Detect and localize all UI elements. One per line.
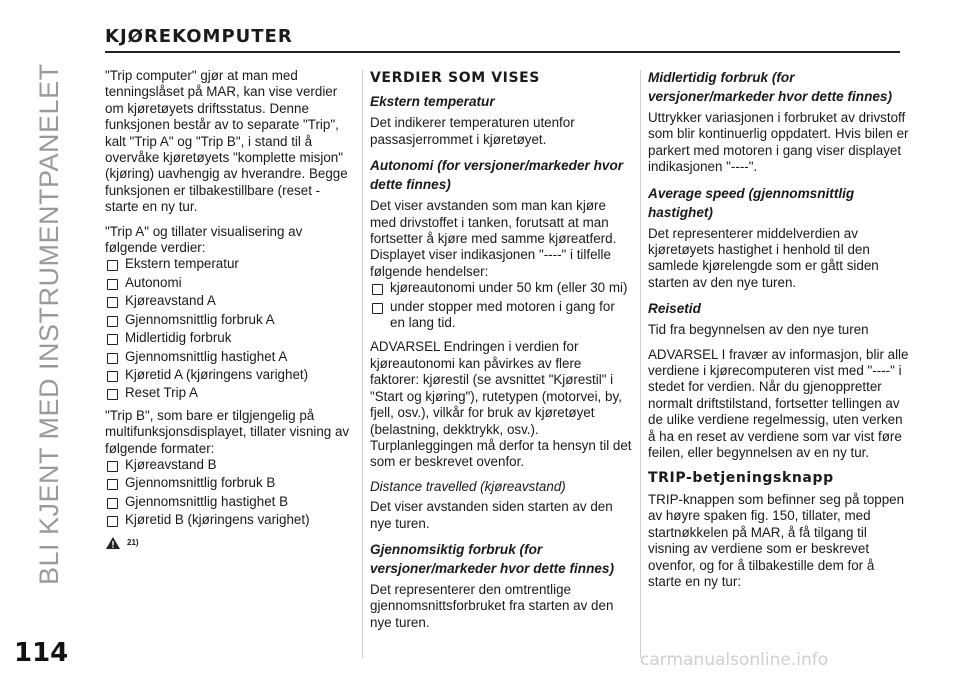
trip-b-paragraph: "Trip B", som bare er tilgjengelig på multifunksjonsdisplayet, tillater visning av følgende formater: xyxy=(105,407,350,456)
list-item: Kjøreavstand B xyxy=(105,457,357,473)
paragraph-distance: Det viser avstanden siden starten av den nye turen. xyxy=(370,499,613,531)
trip-b-list xyxy=(105,457,357,529)
side-section-title xyxy=(8,20,68,600)
page-header xyxy=(105,26,900,53)
column-2 xyxy=(370,70,632,639)
list-item: Gjennomsnittlig forbruk B xyxy=(105,475,357,491)
warning-triangle-icon xyxy=(105,536,121,550)
trip-a-paragraph: "Trip A" og tillater visualisering av følgende verdier: xyxy=(105,223,303,256)
paragraph-info-warning: ADVARSEL I fravær av informasjon, blir alle verdiene i kjørecomputeren vist med "----" i stedet for verdien. Når du gjenoppretter normalt driftstilstand, fortsetter tellingen av de ulike verdiene regelmessig, uten verken å ha en reset av verdiene som var vist føre feilen, eller begynnelsen av en ny tur. xyxy=(648,346,909,461)
page-title: KJØREKOMPUTER xyxy=(105,26,293,47)
paragraph-external-temp: Det indikerer temperaturen utenfor passasjerrommet i kjøretøyet. xyxy=(370,115,575,147)
subheading-travel-time: Reisetid xyxy=(648,301,701,317)
trip-a-list xyxy=(105,256,357,401)
paragraph-average-speed: Det representerer middelverdien av kjøretøyets hastighet i henhold til den samlede kjørelengde som er gått siden starten av den nye turen. xyxy=(648,225,879,290)
list-item: Reset Trip A xyxy=(105,385,357,401)
title-rule xyxy=(105,51,900,53)
column-1 xyxy=(105,68,357,551)
subheading-average-speed: Average speed (gjennomsnittlig hastighet) xyxy=(648,185,855,220)
list-item: Gjennomsnittlig forbruk A xyxy=(105,312,357,328)
warning-ref-number: 21) xyxy=(127,537,139,547)
column-divider xyxy=(640,70,641,658)
subheading-autonomy: Autonomi (for versjoner/markeder hvor dette finnes) xyxy=(370,158,624,193)
subheading-distance: Distance travelled (kjøreavstand) xyxy=(370,478,566,494)
intro-paragraph: "Trip computer" gjør at man med tenningslåset på MAR, kan vise verdier om kjøretøyets driftsstatus. Denne funksjonen består av to separate "Trip", kalt "Trip A" og "Trip B", i stand til å overvåke kjøretøyets "komplette misjon" (kjøring) uavhengig av hverandre. Begge funksjonen er tilbakestillbare (reset - starte en ny tur. xyxy=(105,68,348,215)
side-section-title-text: BLI KJENT MED INSTRUMENTPANELET xyxy=(34,63,64,585)
page-number: 114 xyxy=(14,638,69,668)
paragraph-trip-button: TRIP-knappen som befinner seg på toppen av høyre spaken fig. 150, tillater, med startnøkkelen på MAR, å få tilgang til visning av verdiene som er beskrevet ovenfor, og for å tilbakestille dem for å starte en ny tur: xyxy=(648,491,905,589)
list-item: kjøreautonomi under 50 km (eller 30 mi) xyxy=(370,280,632,296)
paragraph-travel-time: Tid fra begynnelsen av den nye turen xyxy=(648,322,869,338)
list-item: Kjøretid A (kjøringens varighet) xyxy=(105,367,357,383)
list-item: Ekstern temperatur xyxy=(105,256,357,272)
warning-reference xyxy=(105,535,357,551)
paragraph-autonomy: Det viser avstanden som man kan kjøre med drivstoffet i tanken, forutsatt at man fortsetter å kjøre med samme kjøreatferd. Displayet viser indikasjonen "----" i tilfelle følgende hendelser: xyxy=(370,198,617,279)
list-item: under stopper med motoren i gang for en lang tid. xyxy=(370,299,632,332)
subheading-instant-consumption: Midlertidig forbruk (for versjoner/markeder hvor dette finnes) xyxy=(648,70,893,104)
list-item: Kjøreavstand A xyxy=(105,293,357,309)
paragraph-autonomy-warning: ADVARSEL Endringen i verdien for kjøreautonomi kan påvirkes av flere faktorer: kjørestil (se avsnittet "Kjørestil" i "Start og kjøring"), rutetypen (motorvei, by, fjell, osv.), vilkår for bruk av kjøretøyet (belastning, dekktrykk, osv.). Turplanleggingen må derfor ta hensyn til det som er beskrevet ovenfor. xyxy=(370,339,632,470)
list-item: Gjennomsnittlig hastighet B xyxy=(105,494,357,510)
list-item: Autonomi xyxy=(105,275,357,291)
list-item: Kjøretid B (kjøringens varighet) xyxy=(105,512,357,528)
watermark: carmanualsonline.info xyxy=(640,650,829,670)
list-item: Gjennomsnittlig hastighet A xyxy=(105,349,357,365)
subheading-external-temp: Ekstern temperatur xyxy=(370,94,495,110)
section-heading-values: VERDIER SOM VISES xyxy=(370,70,540,86)
column-3 xyxy=(648,68,910,598)
column-divider xyxy=(362,70,363,658)
paragraph-average-consumption: Det representerer den omtrentlige gjennomsnittsforbruket fra starten av den nye turen. xyxy=(370,581,614,630)
paragraph-instant-consumption: Uttrykker variasjonen i forbruket av drivstoff som blir kontinuerlig oppdatert. Hvis bilen er parkert med motoren i gang viser displayet indikasjonen "----". xyxy=(648,110,909,175)
list-item: Midlertidig forbruk xyxy=(105,330,357,346)
subheading-average-consumption: Gjennomsiktig forbruk (for versjoner/markeder hvor dette finnes) xyxy=(370,541,615,576)
autonomy-list xyxy=(370,280,632,331)
section-heading-trip-button: TRIP-betjeningsknapp xyxy=(648,469,834,486)
